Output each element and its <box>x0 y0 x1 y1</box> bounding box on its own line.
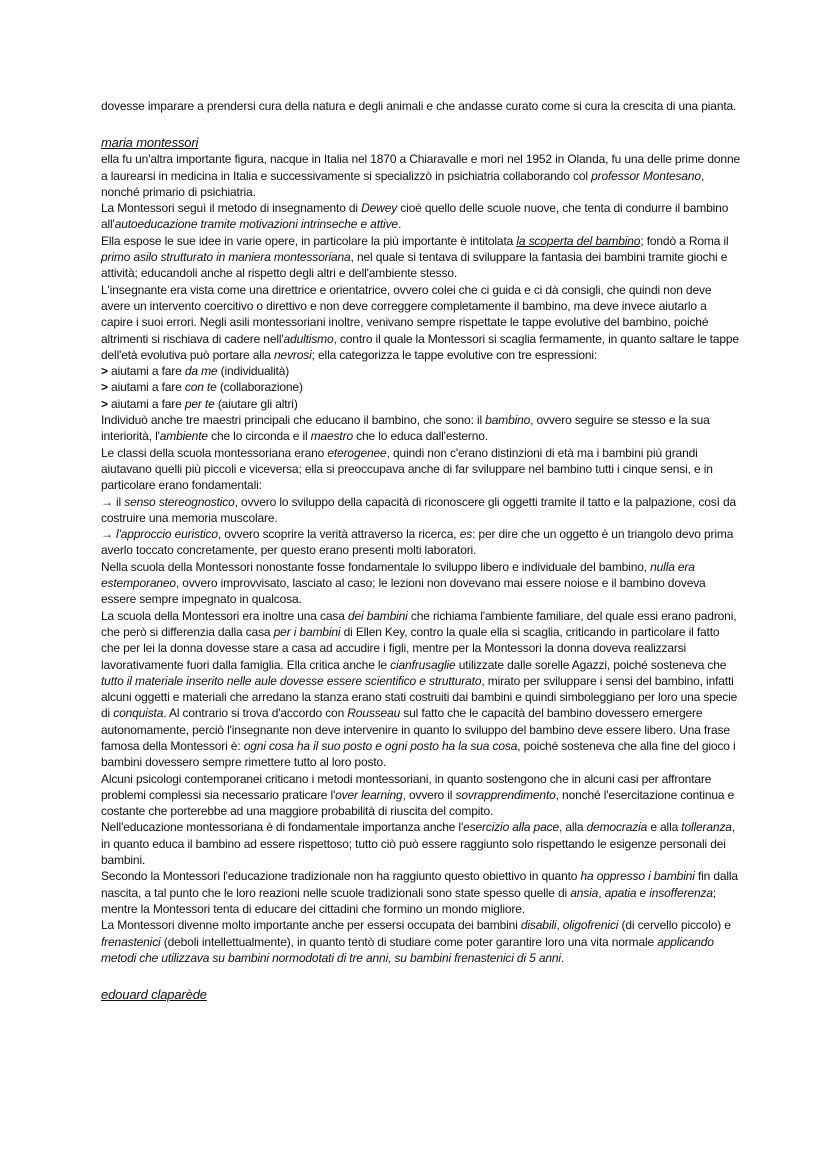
text: . <box>560 950 565 965</box>
text: (di cervello piccolo) e <box>618 918 731 933</box>
emphasis: Dewey <box>361 201 398 216</box>
emphasis: senso stereognostico <box>124 494 235 509</box>
emphasis: conquista <box>113 706 164 721</box>
text: La scuola della Montessori era inoltre una casa <box>101 608 348 623</box>
section-heading-montessori: maria montessori <box>101 135 199 151</box>
paragraph <box>101 819 741 868</box>
arrow-item <box>101 526 741 559</box>
text: ; ella categorizza le tappe evolutive con tre espressioni: <box>311 347 598 362</box>
text: aiutami a fare <box>107 364 185 379</box>
emphasis: dei bambini <box>347 608 408 623</box>
emphasis: primo asilo strutturato in maniera montessoriana <box>101 250 351 265</box>
text: Secondo la Montessori l'educazione tradizionale non ha raggiunto questo obiettivo in quanto <box>101 869 581 884</box>
text: (deboli intellettualmente), in quanto tentò di studiare come poter garantire loro una vita normale <box>160 934 658 949</box>
text: Individuò anche tre maestri principali che educano il bambino, che sono: il <box>101 413 486 428</box>
text: , ovvero lo sviluppo della capacità di riconoscere gli oggetti tramite il tatto e la palpazione, così da costruire una memoria muscolare. <box>101 494 737 525</box>
emphasis: nevrosi <box>274 347 312 362</box>
text: aiutami a fare <box>107 380 185 395</box>
emphasis: esercizio alla pace <box>463 820 559 835</box>
emphasis: eterogenee <box>327 445 387 460</box>
text: , nonché primario di psichiatria. <box>101 168 705 199</box>
emphasis: oligofrenici <box>562 918 619 933</box>
text: Le classi della scuola montessoriana erano <box>101 445 328 460</box>
emphasis: bambino <box>485 413 531 428</box>
emphasis: nulla era estemporaneo <box>101 559 695 591</box>
arrow-icon: → <box>101 494 113 509</box>
text: , nel quale si tentava di sviluppare la fantasia dei bambini tramite giochi e attività; educandoli anche al rispetto degli altri e dell'ambiente stesso. <box>101 250 728 281</box>
text: il <box>112 494 125 509</box>
paragraph <box>101 868 741 917</box>
bullet-marker: > <box>101 380 108 395</box>
text: che lo circonda e il <box>207 429 311 444</box>
list-item <box>101 396 741 412</box>
emphasis: adultismo <box>283 331 334 346</box>
text: , ovvero il <box>402 787 456 802</box>
text: Nella scuola della Montessori nonostante fosse fondamentale lo sviluppo libero e individuale del bambino, <box>101 559 651 574</box>
text: La Montessori divenne molto importante anche per essersi occupata dei bambini <box>101 918 521 933</box>
text: , mirato per sviluppare i sensi del bambino, infatti alcuni oggetti e materiali che arredano la stanza erano stati costruiti dai bambini e quindi simboleggiano per loro una specie di <box>101 673 738 721</box>
emphasis: over learning <box>335 787 403 802</box>
paragraph <box>101 233 741 282</box>
text: , <box>598 885 605 900</box>
text: , <box>556 918 563 933</box>
emphasis: ambiente <box>159 429 208 444</box>
text: aiutami a fare <box>107 396 185 411</box>
text: : per dire che un oggetto è un triangolo devo prima averlo toccato concretamente, per questo erano presenti molti laboratori. <box>101 527 734 558</box>
text: , alla <box>558 820 587 835</box>
text: L'insegnante era vista come una direttrice e orientatrice, ovvero colei che ci guida e ci dà consigli, che quindi non deve avere un intervento coercitivo o direttivo e non deve correggere completamente il bambino, ma deve invece aiutarlo a capire i suoi errori. Negli asili montessoriani inoltre, venivano sempre rispettate le tappe evolutive del bambino, poiché altrimenti si rischiava di cadere nell' <box>101 282 712 346</box>
emphasis: maestro <box>310 429 353 444</box>
text: . <box>397 217 402 232</box>
emphasis: per i bambini <box>273 624 341 639</box>
emphasis: cianfrusaglie <box>390 657 456 672</box>
text: La Montessori seguì il metodo di insegnamento di <box>101 201 362 216</box>
text: che richiama l'ambiente familiare, del quale essi erano padroni, che però si differenzia dalla casa <box>101 608 737 639</box>
emphasis: per te <box>184 396 215 411</box>
text: ; fondò a Roma il <box>640 233 729 248</box>
emphasis: applicando metodi che utilizzava su bambini normodotati di tre anni, su bambini frenastenici di 5 anni <box>101 934 714 965</box>
intro-paragraph: dovesse imparare a prendersi cura della natura e degli animali e che andasse curato come si cura la crescita di una pianta. <box>101 99 737 113</box>
emphasis: tolleranza <box>681 820 732 835</box>
arrow-item <box>101 494 741 527</box>
emphasis: apatia <box>604 885 637 900</box>
text: Ella espose le sue idee in varie opere, in particolare la più importante è intitolata <box>101 233 517 248</box>
text: . Al contrario si trova d'accordo con <box>163 706 348 721</box>
emphasis: professor Montesano <box>591 168 701 183</box>
text: , quindi non c'erano distinzioni di età ma i bambini più grandi aiutavano quelli più piccoli e viceversa; ella si preoccupava anche di far sviluppare nel bambino tutti i cinque sensi, e in particolare erano fondamentali: <box>101 445 713 493</box>
paragraph <box>101 771 741 820</box>
text: sul fatto che le capacità del bambino dovessero emergere autonomamente, perciò l'insegnante non deve intervenire in quanto lo sviluppo del bambino deve essere libero. Una frase famosa della Montessori è: <box>101 706 730 753</box>
arrow-icon: → <box>101 527 113 542</box>
emphasis: disabili <box>520 918 557 933</box>
text: , contro il quale la Montessori si scaglia fermamente, in quanto saltare le tappe dell'età evolutiva può portare alla <box>101 331 739 362</box>
emphasis: ogni cosa ha il suo posto e ogni posto ha la sua cosa <box>243 738 518 753</box>
text: e alla <box>647 820 682 835</box>
emphasis: ha oppresso i bambini <box>580 869 695 884</box>
text: (aiutare gli altri) <box>214 396 298 411</box>
text: Alcuni psicologi contemporanei criticano i metodi montessoriani, in quanto sostengono che in alcuni casi per affrontare problemi complessi sia necessario praticare l' <box>101 771 712 802</box>
emphasis: autoeducazione tramite motivazioni intrinseche e attive <box>114 217 398 232</box>
bullet-marker: > <box>101 364 108 379</box>
list-item <box>101 363 741 379</box>
text: , in quanto educa il bambino ad essere rispettoso; tutto ciò può essere raggiunto solo rispettando le esigenze personali dei bambini. <box>101 820 736 868</box>
paragraph <box>101 917 741 966</box>
text: , ovvero improvvisato, lasciato al caso; le lezioni non dovevano mai essere noiose e il bambino doveva essere sempre impegnato in qualcosa. <box>101 576 706 607</box>
text: ella fu un'altra importante figura, nacque in Italia nel 1870 a Chiaravalle e morì nel 1952 in Olanda, fu una delle prime donne a laurearsi in medicina in Italia e successivamente si specializzò in psichiatria collaborando col <box>101 152 740 183</box>
emphasis: insofferenza <box>649 885 713 900</box>
paragraph <box>101 608 741 771</box>
emphasis: Rousseau <box>347 706 401 721</box>
paragraph <box>101 445 741 494</box>
emphasis: da me <box>184 364 218 379</box>
emphasis: ansia <box>570 885 599 900</box>
text: di Ellen Key, contro la quale ella si scaglia, criticando in particolare il fatto che per lei la donna dovesse stare a casa ad accudire i figli, mentre per la Montessori la donna doveva realizzarsi lavorativamente fuori dalla famiglia. Ella critica anche le <box>101 624 720 672</box>
paragraph <box>101 412 741 445</box>
text: fin dalla nascita, a tal punto che le loro reazioni nelle scuole tradizionali sono state spesso quelle di <box>101 869 738 900</box>
bullet-marker: > <box>101 396 108 411</box>
text: (collaborazione) <box>216 380 303 395</box>
paragraph <box>101 559 741 608</box>
emphasis: es <box>459 527 473 542</box>
text: (individualità) <box>217 364 290 379</box>
book-title-link: la scoperta del bambino <box>516 233 641 248</box>
text: utilizzate dalle sorelle Agazzi, poiché sosteneva che <box>455 657 727 672</box>
text: ; mentre la Montessori tenta di educare dei cittadini che formino un mondo migliore. <box>101 885 717 916</box>
list-item <box>101 379 741 395</box>
emphasis: con te <box>184 380 217 395</box>
text: e <box>636 885 650 900</box>
emphasis: frenastenici <box>101 934 161 949</box>
paragraph <box>101 200 741 233</box>
text: , poiché sosteneva che alla fine del gioco i bambini dovessero sempre rimettere tutto al loro posto. <box>101 738 736 770</box>
paragraph <box>101 282 741 363</box>
text: che lo educa dall'esterno. <box>352 429 488 444</box>
text: , ovvero seguire se stesso e la sua interiorità, l' <box>101 413 710 444</box>
section-heading-claparede: edouard claparède <box>101 987 207 1003</box>
emphasis: l'approccio euristico <box>116 527 218 542</box>
paragraph <box>101 151 741 200</box>
emphasis: democrazia <box>586 820 648 835</box>
emphasis: tutto il materiale inserito nelle aule dovesse essere scientifico e strutturato <box>101 673 482 688</box>
text: , nonché l'esercitazione continua e costante che porterebbe ad una maggiore probabilità di riuscita del compito. <box>101 787 735 819</box>
text: cioè quello delle scuole nuove, che tenta di condurre il bambino all' <box>101 201 729 232</box>
text: Nell'educazione montessoriana è di fondamentale importanza anche l' <box>101 820 464 835</box>
document-body <box>101 98 741 1003</box>
text: , ovvero scoprire la verità attraverso la ricerca, <box>217 527 460 542</box>
emphasis: sovrapprendimento <box>455 787 556 802</box>
